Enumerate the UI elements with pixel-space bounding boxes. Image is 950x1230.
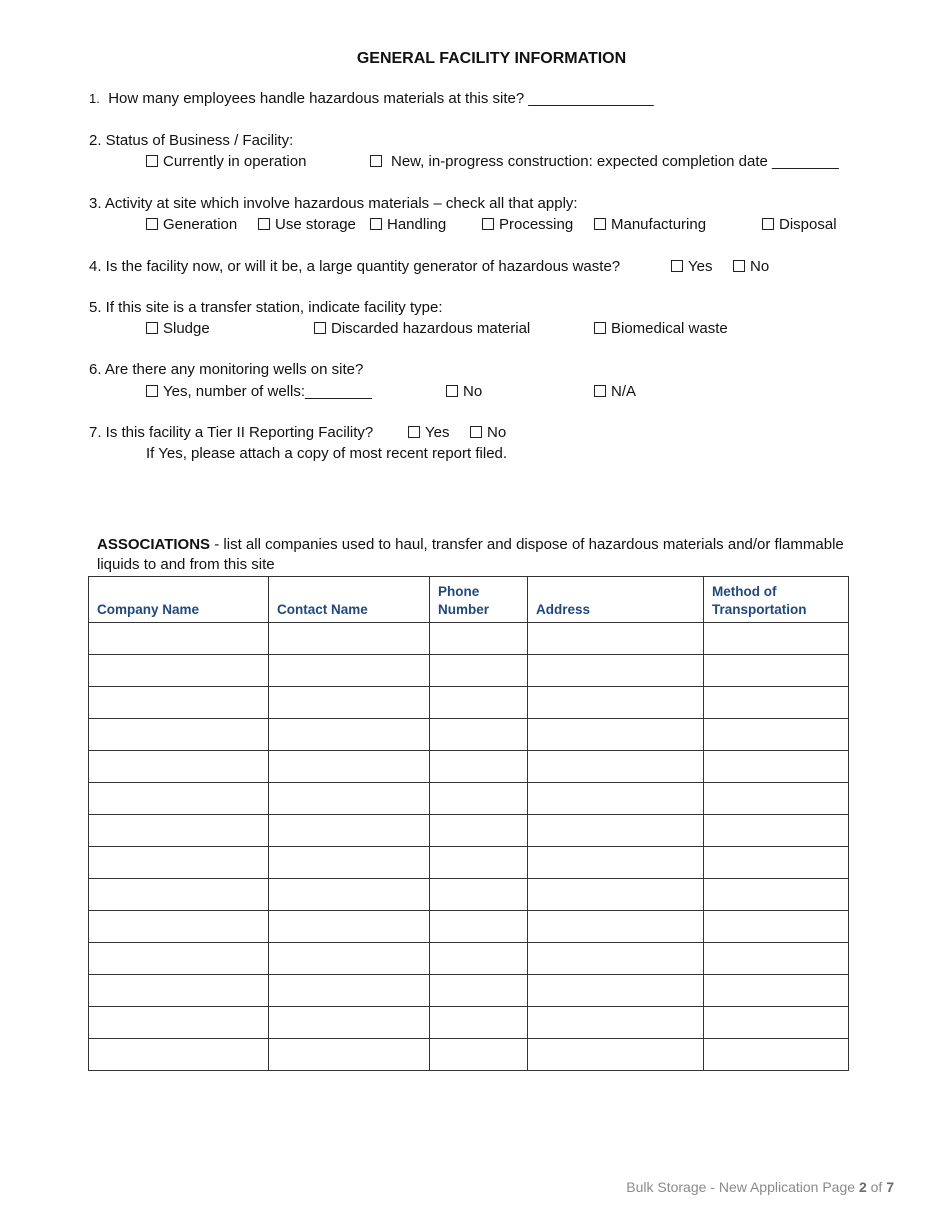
option-q4-no[interactable]	[733, 258, 769, 275]
table-cell-input[interactable]	[430, 623, 528, 655]
table-cell-input[interactable]	[704, 815, 849, 847]
option-label: Handling	[387, 216, 447, 233]
column-company-name: Company Name	[89, 577, 269, 623]
footer-page-total: 7	[886, 1179, 894, 1195]
table-cell-input[interactable]	[528, 975, 704, 1007]
table-cell-input[interactable]	[89, 719, 269, 751]
option-label: Processing	[499, 216, 574, 233]
table-cell-input[interactable]	[269, 719, 430, 751]
checkbox[interactable]	[146, 322, 158, 334]
checkbox[interactable]	[370, 218, 382, 230]
option-biomedical-waste[interactable]	[594, 320, 728, 337]
table-cell-input[interactable]	[430, 815, 528, 847]
footer-page-number: 2	[858, 1179, 867, 1195]
checkbox[interactable]	[733, 260, 745, 272]
table-cell-input[interactable]	[704, 655, 849, 687]
option-label: Biomedical waste	[611, 320, 728, 337]
checkbox[interactable]	[594, 322, 606, 334]
option-manufacturing[interactable]	[594, 216, 706, 233]
option-processing[interactable]	[482, 216, 573, 233]
associations-heading: ASSOCIATIONS	[97, 536, 211, 553]
page-footer	[626, 1179, 894, 1195]
table-cell-input[interactable]	[269, 975, 430, 1007]
checkbox[interactable]	[146, 385, 158, 397]
column-phone-number: Phone Number	[430, 577, 528, 623]
table-cell-input[interactable]	[528, 783, 704, 815]
question-2-text: 2. Status of Business / Facility:	[89, 132, 294, 149]
checkbox[interactable]	[370, 155, 382, 167]
option-sludge[interactable]	[146, 320, 210, 337]
question-3-text: 3. Activity at site which involve hazardous materials – check all that apply:	[89, 195, 578, 212]
table-row	[89, 1039, 849, 1071]
table-cell-input[interactable]	[89, 623, 269, 655]
table-cell-input[interactable]	[528, 1007, 704, 1039]
question-1	[89, 90, 654, 107]
table-cell-input[interactable]	[269, 943, 430, 975]
option-label: Yes, number of wells:________	[163, 383, 372, 400]
checkbox[interactable]	[594, 385, 606, 397]
option-use-storage[interactable]	[258, 216, 356, 233]
table-cell-input[interactable]	[89, 879, 269, 911]
option-label: No	[463, 383, 483, 400]
table-cell-input[interactable]	[704, 719, 849, 751]
option-wells-no[interactable]	[446, 383, 482, 400]
table-cell-input[interactable]	[430, 783, 528, 815]
table-cell-input[interactable]	[89, 1039, 269, 1071]
column-contact-name: Contact Name	[269, 577, 430, 623]
footer-label: Bulk Storage - New Application Page	[626, 1179, 859, 1195]
option-handling[interactable]	[370, 216, 446, 233]
associations-intro	[97, 535, 857, 575]
table-row	[89, 1007, 849, 1039]
option-disposal[interactable]	[762, 216, 837, 233]
option-wells-yes[interactable]	[146, 383, 372, 400]
table-cell-input[interactable]	[269, 879, 430, 911]
question-1-number: 1.	[89, 91, 100, 106]
table-cell-input[interactable]	[89, 847, 269, 879]
option-discarded-hazardous-material[interactable]	[314, 320, 530, 337]
table-cell-input[interactable]	[430, 911, 528, 943]
checkbox[interactable]	[408, 426, 420, 438]
table-cell-input[interactable]	[430, 879, 528, 911]
option-currently-in-operation[interactable]	[146, 153, 306, 170]
table-cell-input[interactable]	[430, 943, 528, 975]
option-q4-yes[interactable]	[671, 258, 712, 275]
table-cell-input[interactable]	[528, 1039, 704, 1071]
option-label: Manufacturing	[611, 216, 707, 233]
question-1-text: How many employees handle hazardous materials at this site? _______________	[108, 90, 654, 107]
table-cell-input[interactable]	[704, 751, 849, 783]
option-label: Sludge	[163, 320, 210, 337]
table-cell-input[interactable]	[89, 975, 269, 1007]
table-cell-input[interactable]	[430, 719, 528, 751]
checkbox[interactable]	[470, 426, 482, 438]
table-cell-input[interactable]	[89, 911, 269, 943]
question-7-text: 7. Is this facility a Tier II Reporting Facility?	[89, 424, 374, 441]
option-new-construction[interactable]	[370, 153, 839, 170]
table-cell-input[interactable]	[430, 847, 528, 879]
checkbox[interactable]	[762, 218, 774, 230]
table-cell-input[interactable]	[430, 687, 528, 719]
checkbox[interactable]	[146, 155, 158, 167]
question-6-text: 6. Are there any monitoring wells on site?	[89, 361, 364, 378]
table-cell-input[interactable]	[528, 911, 704, 943]
table-cell-input[interactable]	[89, 751, 269, 783]
option-label: Yes	[688, 258, 713, 275]
option-label: Use storage	[275, 216, 356, 233]
table-row	[89, 655, 849, 687]
table-cell-input[interactable]	[269, 1039, 430, 1071]
option-label: Yes	[425, 424, 450, 441]
question-7-note: If Yes, please attach a copy of most recent report filed.	[146, 445, 508, 462]
checkbox[interactable]	[446, 385, 458, 397]
page-title: GENERAL FACILITY INFORMATION	[356, 50, 627, 67]
footer-of: of	[866, 1179, 887, 1195]
table-cell-input[interactable]	[704, 687, 849, 719]
table-row	[89, 879, 849, 911]
table-cell-input[interactable]	[269, 751, 430, 783]
question-4-text: 4. Is the facility now, or will it be, a large quantity generator of hazardous waste?	[89, 258, 621, 275]
option-q7-yes[interactable]	[408, 424, 449, 441]
checkbox[interactable]	[146, 218, 158, 230]
column-address: Address	[528, 577, 704, 623]
table-row	[89, 783, 849, 815]
table-cell-input[interactable]	[528, 687, 704, 719]
table-row	[89, 719, 849, 751]
table-cell-input[interactable]	[528, 751, 704, 783]
table-cell-input[interactable]	[89, 1007, 269, 1039]
table-row	[89, 623, 849, 655]
table-row	[89, 943, 849, 975]
table-cell-input[interactable]	[704, 783, 849, 815]
checkbox[interactable]	[482, 218, 494, 230]
table-cell-input[interactable]	[269, 815, 430, 847]
table-row	[89, 847, 849, 879]
table-cell-input[interactable]	[528, 815, 704, 847]
table-cell-input[interactable]	[528, 943, 704, 975]
table-cell-input[interactable]	[269, 623, 430, 655]
table-cell-input[interactable]	[430, 751, 528, 783]
question-5-text: 5. If this site is a transfer station, indicate facility type:	[89, 299, 443, 316]
table-cell-input[interactable]	[430, 975, 528, 1007]
table-cell-input[interactable]	[269, 911, 430, 943]
option-label: New, in-progress construction: expected completion date ________	[391, 153, 839, 170]
associations-text: - list all companies used to haul, transfer and dispose of hazardous materials and/or flammable liquids to and from this site	[97, 536, 844, 573]
table-cell-input[interactable]	[430, 1007, 528, 1039]
table-cell-input[interactable]	[269, 655, 430, 687]
table-cell-input[interactable]	[269, 847, 430, 879]
table-cell-input[interactable]	[528, 879, 704, 911]
table-row	[89, 815, 849, 847]
table-cell-input[interactable]	[430, 1039, 528, 1071]
option-wells-na[interactable]	[594, 383, 636, 400]
associations-table-body	[89, 623, 849, 1071]
associations-table	[88, 576, 849, 1071]
option-label: Currently in operation	[163, 153, 307, 170]
option-label: Generation	[163, 216, 238, 233]
table-cell-input[interactable]	[269, 687, 430, 719]
table-row	[89, 751, 849, 783]
table-cell-input[interactable]	[430, 655, 528, 687]
checkbox[interactable]	[258, 218, 270, 230]
option-label: N/A	[611, 383, 637, 400]
table-cell-input[interactable]	[704, 943, 849, 975]
option-q7-no[interactable]	[470, 424, 506, 441]
checkbox[interactable]	[594, 218, 606, 230]
table-cell-input[interactable]	[704, 975, 849, 1007]
table-cell-input[interactable]	[704, 1007, 849, 1039]
table-cell-input[interactable]	[89, 783, 269, 815]
option-label: No	[750, 258, 770, 275]
option-label: Disposal	[779, 216, 837, 233]
table-cell-input[interactable]	[269, 1007, 430, 1039]
table-cell-input[interactable]	[89, 655, 269, 687]
checkbox[interactable]	[314, 322, 326, 334]
option-generation[interactable]	[146, 216, 237, 233]
table-cell-input[interactable]	[704, 911, 849, 943]
option-label: No	[487, 424, 507, 441]
table-cell-input[interactable]	[89, 943, 269, 975]
column-method-of-transportation: Method of Transportation	[704, 577, 849, 623]
table-cell-input[interactable]	[528, 719, 704, 751]
checkbox[interactable]	[671, 260, 683, 272]
option-label: Discarded hazardous material	[331, 320, 531, 337]
table-cell-input[interactable]	[269, 783, 430, 815]
table-cell-input[interactable]	[704, 879, 849, 911]
table-header-row	[89, 577, 849, 623]
table-cell-input[interactable]	[704, 847, 849, 879]
table-row	[89, 911, 849, 943]
table-cell-input[interactable]	[704, 1039, 849, 1071]
table-cell-input[interactable]	[89, 687, 269, 719]
table-cell-input[interactable]	[89, 815, 269, 847]
table-row	[89, 975, 849, 1007]
table-cell-input[interactable]	[528, 655, 704, 687]
table-cell-input[interactable]	[528, 623, 704, 655]
table-row	[89, 687, 849, 719]
table-cell-input[interactable]	[704, 623, 849, 655]
table-cell-input[interactable]	[528, 847, 704, 879]
